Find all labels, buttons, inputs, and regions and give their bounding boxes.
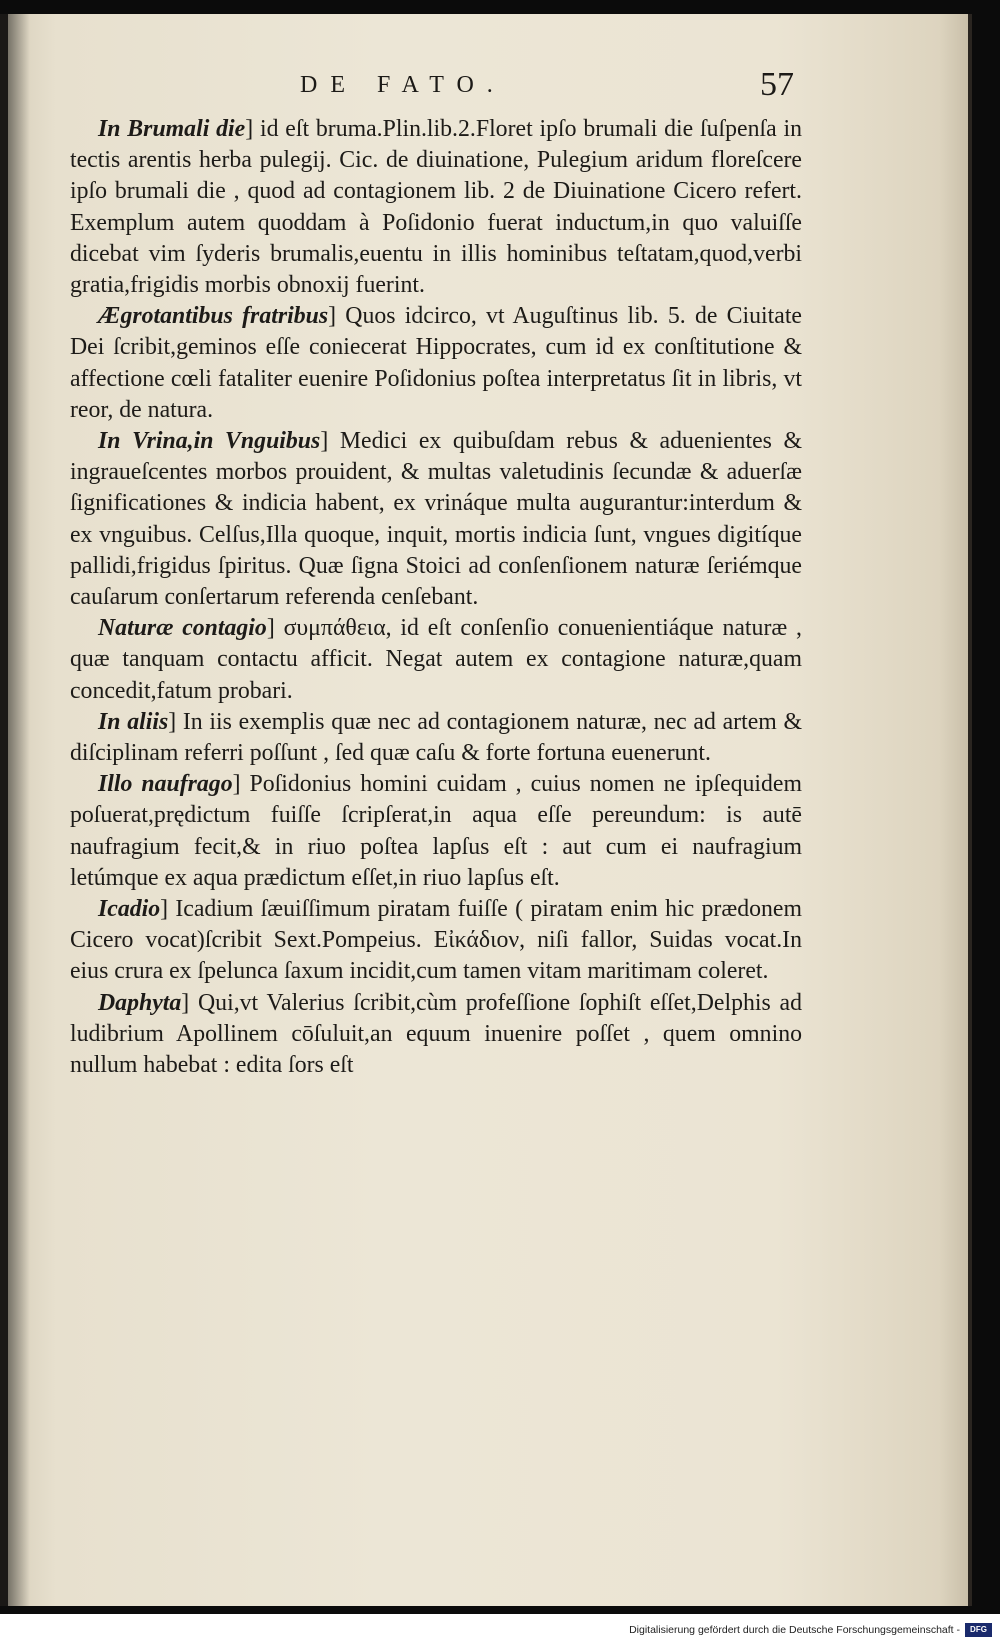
- lemma-bracket: ]: [160, 896, 176, 923]
- lemma: Icadio: [98, 896, 161, 923]
- lemma: In Vrina,in Vnguibus: [98, 428, 321, 455]
- entry-text: Icadium ſæuiſſimum piratam fuiſſe ( piratam enim hic prædonem Cicero vocat)ſcribit Sext.Pompeius. Εἰκάδιον, niſi fallor, Suidas vocat.In eius crura ex ſpelunca ſaxum incidit,cum tamen vitam maritimam coleret.: [70, 896, 802, 985]
- entry-text: Poſidonius homini cuidam , cuius nomen ne ipſequidem poſuerat,prędictum fuiſſe ſcripſerat,in aqua eſſe pereundum: is autē naufragium fecit,& in riuo poſtea lapſus eſt : aut cum ei naufragium letúmque ex aqua prædictum eſſet,in riuo lapſus eſt.: [70, 771, 802, 891]
- commentary-entry: [70, 707, 802, 769]
- lemma-bracket: ]: [266, 615, 284, 642]
- lemma-bracket: ]: [245, 116, 260, 142]
- lemma: Illo naufrago: [98, 771, 233, 798]
- entry-text: In iis exemplis quæ nec ad contagionem naturæ, nec ad artem & diſciplinam referri poſſunt , ſed quæ caſu & forte fortuna euenerunt.: [70, 708, 802, 767]
- lemma-bracket: ]: [328, 303, 346, 330]
- binding-shadow: [8, 14, 30, 1606]
- dfg-logo: DFG: [965, 1623, 992, 1637]
- commentary-entry: [70, 613, 802, 707]
- entry-text: Quos idcirco, vt Auguſtinus lib. 5. de Ciuitate Dei ſcribit,geminos eſſe coniecerat Hippocrates, cum id ex conſtitutione & affectione cœli fataliter euenire Poſidonius poſtea interpretatus ſit in libris, vt reor, de natura.: [70, 303, 802, 423]
- lemma: Naturæ contagio: [98, 615, 267, 642]
- entry-text: Qui,vt Valerius ſcribit,cùm profeſſione ſophiſt eſſet,Delphis ad ludibrium Apollinem cōſuluit,an equum inuenire poſſet , quem omnino nullum habebat : edita ſors eſt: [70, 989, 803, 1079]
- entry-text: Medici ex quibuſdam rebus & aduenientes & ingraueſcentes morbos prouident, & multas valetudinis ſecundæ & aduerſæ ſignificationes & indicia habent, ex vrináque multa augurantur:interdum & ex vnguibus. Celſus,Illa quoque, inquit, mortis indicia ſunt, vngues digitíque pallidi,frigidus ſpiritus. Quæ ſigna Stoici ad conſenſionem naturæ ſeriémque cauſarum conſertarum referenda cenſebant.: [70, 428, 802, 611]
- commentary-entry: [70, 894, 802, 988]
- book-edge: [0, 14, 8, 1606]
- lemma-bracket: ]: [232, 771, 250, 798]
- commentary-entry: [70, 114, 802, 301]
- lemma-bracket: ]: [320, 428, 340, 455]
- lemma: In Brumali die: [98, 116, 246, 142]
- page-number: 57: [760, 66, 794, 103]
- commentary-entry: [70, 988, 802, 1082]
- lemma: Ægrotantibus fratribus: [98, 303, 329, 330]
- lemma: Daphyta: [98, 989, 182, 1016]
- footer-bar: [0, 1614, 1000, 1645]
- funding-notice: Digitalisierung gefördert durch die Deutsche Forschungsgemeinschaft -: [629, 1624, 960, 1636]
- commentary-entry: [70, 301, 802, 426]
- entry-text: id eſt bruma.Plin.lib.2.Floret ipſo brumali die ſuſpenſa in tectis arentis herba pulegij. Cic. de diuinatione, Pulegium aridum floreſcere ipſo brumali die , quod ad contagionem lib. 2 de Diuinatione Cicero refert. Exemplum autem quoddam à Poſidonio fuerat inductum,in quo valuiſſe dicebat vim ſyderis brumalis,euentu in illis hominibus teſtatam,quod,verbi gratia,frigidis morbis obnoxij fuerint.: [70, 116, 803, 299]
- commentary-text: [70, 114, 802, 1081]
- commentary-entry: [70, 769, 802, 894]
- lemma: In aliis: [98, 708, 169, 735]
- entry-text: συμπάθεια, id eſt conſenſio conuenientiáque naturæ , quæ tanquam contactu afficit. Negat autem ex contagione naturæ,quam concedit,fatum probari.: [70, 615, 802, 704]
- lemma-bracket: ]: [168, 708, 183, 735]
- lemma-bracket: ]: [181, 989, 198, 1016]
- commentary-entry: [70, 426, 802, 613]
- running-title: DE FATO.: [300, 72, 506, 98]
